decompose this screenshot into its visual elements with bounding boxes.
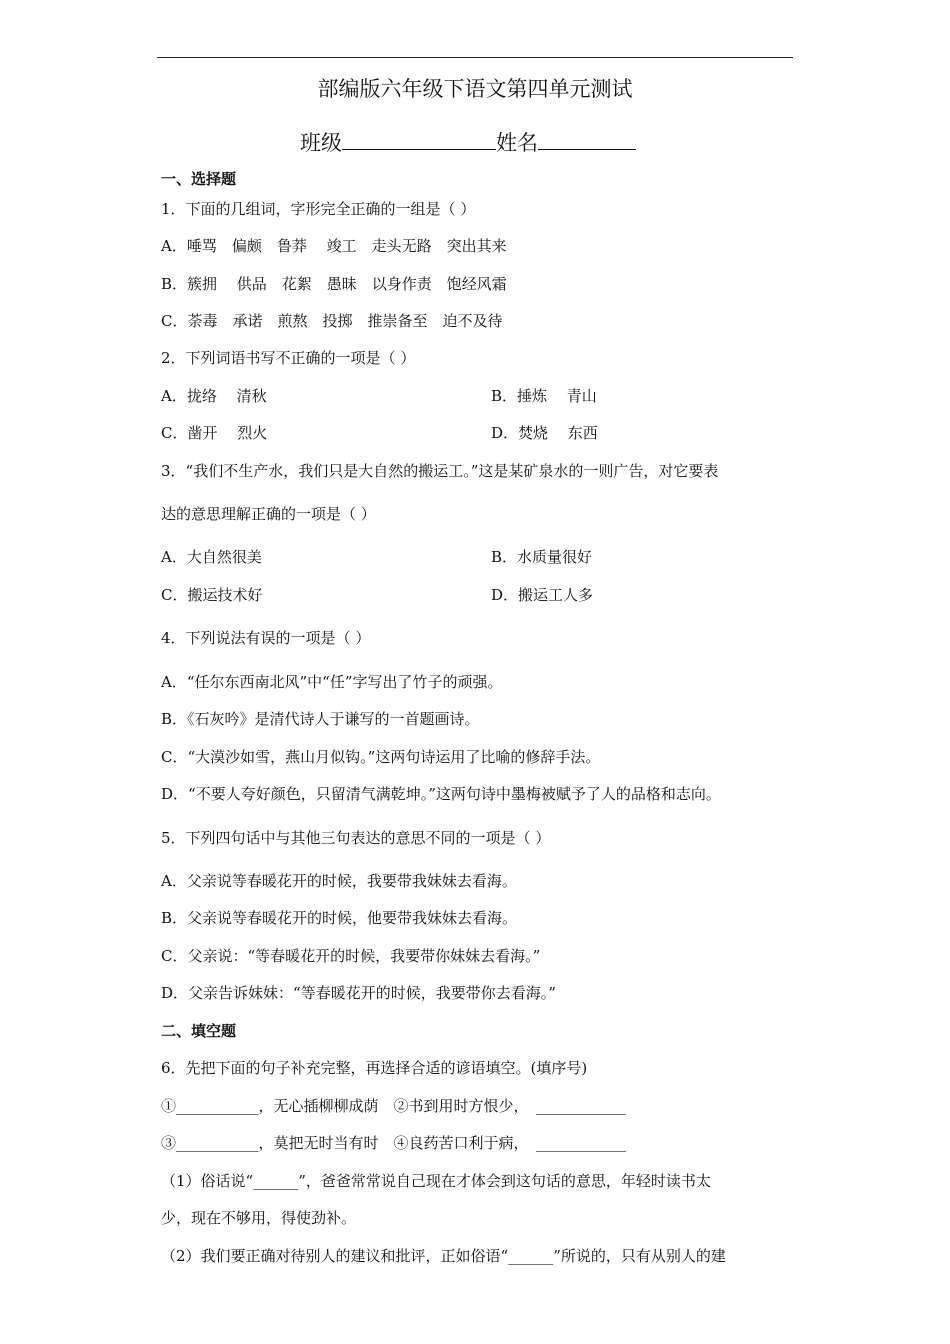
page-title: 部编版六年级下语文第四单元测试: [317, 77, 633, 101]
class-blank[interactable]: [342, 127, 496, 150]
q6-stem: 6．先把下面的句子补充完整，再选择合适的谚语填空。(填序号): [161, 1059, 588, 1077]
q2-option-b: B．捶炼 青山: [491, 387, 597, 405]
q6-proverb-row2: ③___________，莫把无时当有时 ④良药苦口利于病， ____________: [161, 1134, 627, 1152]
q3-option-c: C．搬运技术好: [161, 586, 263, 604]
class-label: 班级: [300, 131, 342, 155]
q6-part2-line1: （2）我们要正确对待别人的建议和批评，正如俗语“______”所说的，只有从别人的建: [161, 1247, 726, 1265]
q3-option-a: A．大自然很美: [161, 548, 262, 566]
q2-option-a: A．拢络 清秋: [161, 387, 267, 405]
q3-stem-line2: 达的意思理解正确的一项是（ ）: [161, 505, 376, 523]
q3-option-b: B．水质量很好: [491, 548, 593, 566]
q3-stem-line1: 3．“我们不生产水，我们只是大自然的搬运工。”这是某矿泉水的一则广告，对它要表: [161, 462, 719, 480]
name-blank[interactable]: [538, 127, 636, 150]
name-label: 姓名: [496, 131, 538, 155]
q2-stem: 2．下列词语书写不正确的一项是（ ）: [161, 349, 416, 367]
q5-option-c: C．父亲说：“等春暖花开的时候，我要带你妹妹去看海。”: [161, 947, 541, 965]
q5-stem: 5．下列四句话中与其他三句表达的意思不同的一项是（ ）: [161, 829, 551, 847]
q1-option-b: B．簇拥 供品 花絮 愚昧 以身作责 饱经风霜: [161, 275, 507, 293]
q4-option-a: A．“任尔东西南北风”中“任”字写出了竹子的顽强。: [161, 673, 503, 691]
q4-stem: 4．下列说法有误的一项是（ ）: [161, 629, 371, 647]
q6-part1-line2: 少，现在不够用，得使劲补。: [161, 1209, 357, 1227]
q5-option-d: D．父亲告诉妹妹：“等春暖花开的时候，我要带你去看海。”: [161, 984, 556, 1002]
q1-stem: 1．下面的几组词，字形完全正确的一组是（ ）: [161, 200, 476, 218]
header-rule: [157, 57, 793, 58]
student-info-line: [300, 127, 636, 157]
q5-option-b: B．父亲说等春暖花开的时候，他要带我妹妹去看海。: [161, 909, 518, 927]
q6-proverb-row1: ①___________，无心插柳柳成荫 ②书到用时方恨少， ____________: [161, 1097, 627, 1115]
q6-part1-line1: （1）俗话说“______”，爸爸常常说自己现在才体会到这句话的意思，年轻时读书太: [161, 1172, 711, 1190]
q1-option-a: A．唾骂 偏颇 鲁莽 竣工 走头无路 突出其来: [161, 237, 507, 255]
q4-option-d: D．“不要人夸好颜色，只留清气满乾坤。”这两句诗中墨梅被赋予了人的品格和志向。: [161, 785, 721, 803]
section-heading-fill: 二、填空题: [161, 1022, 237, 1040]
section-heading-choice: 一、选择题: [161, 170, 237, 188]
q2-option-c: C．凿开 烈火: [161, 424, 268, 442]
q3-option-d: D．搬运工人多: [491, 586, 594, 604]
q2-option-d: D．焚烧 东西: [491, 424, 598, 442]
q4-option-b: B．《石灰吟》是清代诗人于谦写的一首题画诗。: [161, 710, 480, 728]
q1-option-c: C．荼毒 承诺 煎熬 投掷 推崇备至 迫不及待: [161, 312, 503, 330]
q5-option-a: A．父亲说等春暖花开的时候，我要带我妹妹去看海。: [161, 872, 517, 890]
q4-option-c: C．“大漠沙如雪，燕山月似钩。”这两句诗运用了比喻的修辞手法。: [161, 748, 601, 766]
